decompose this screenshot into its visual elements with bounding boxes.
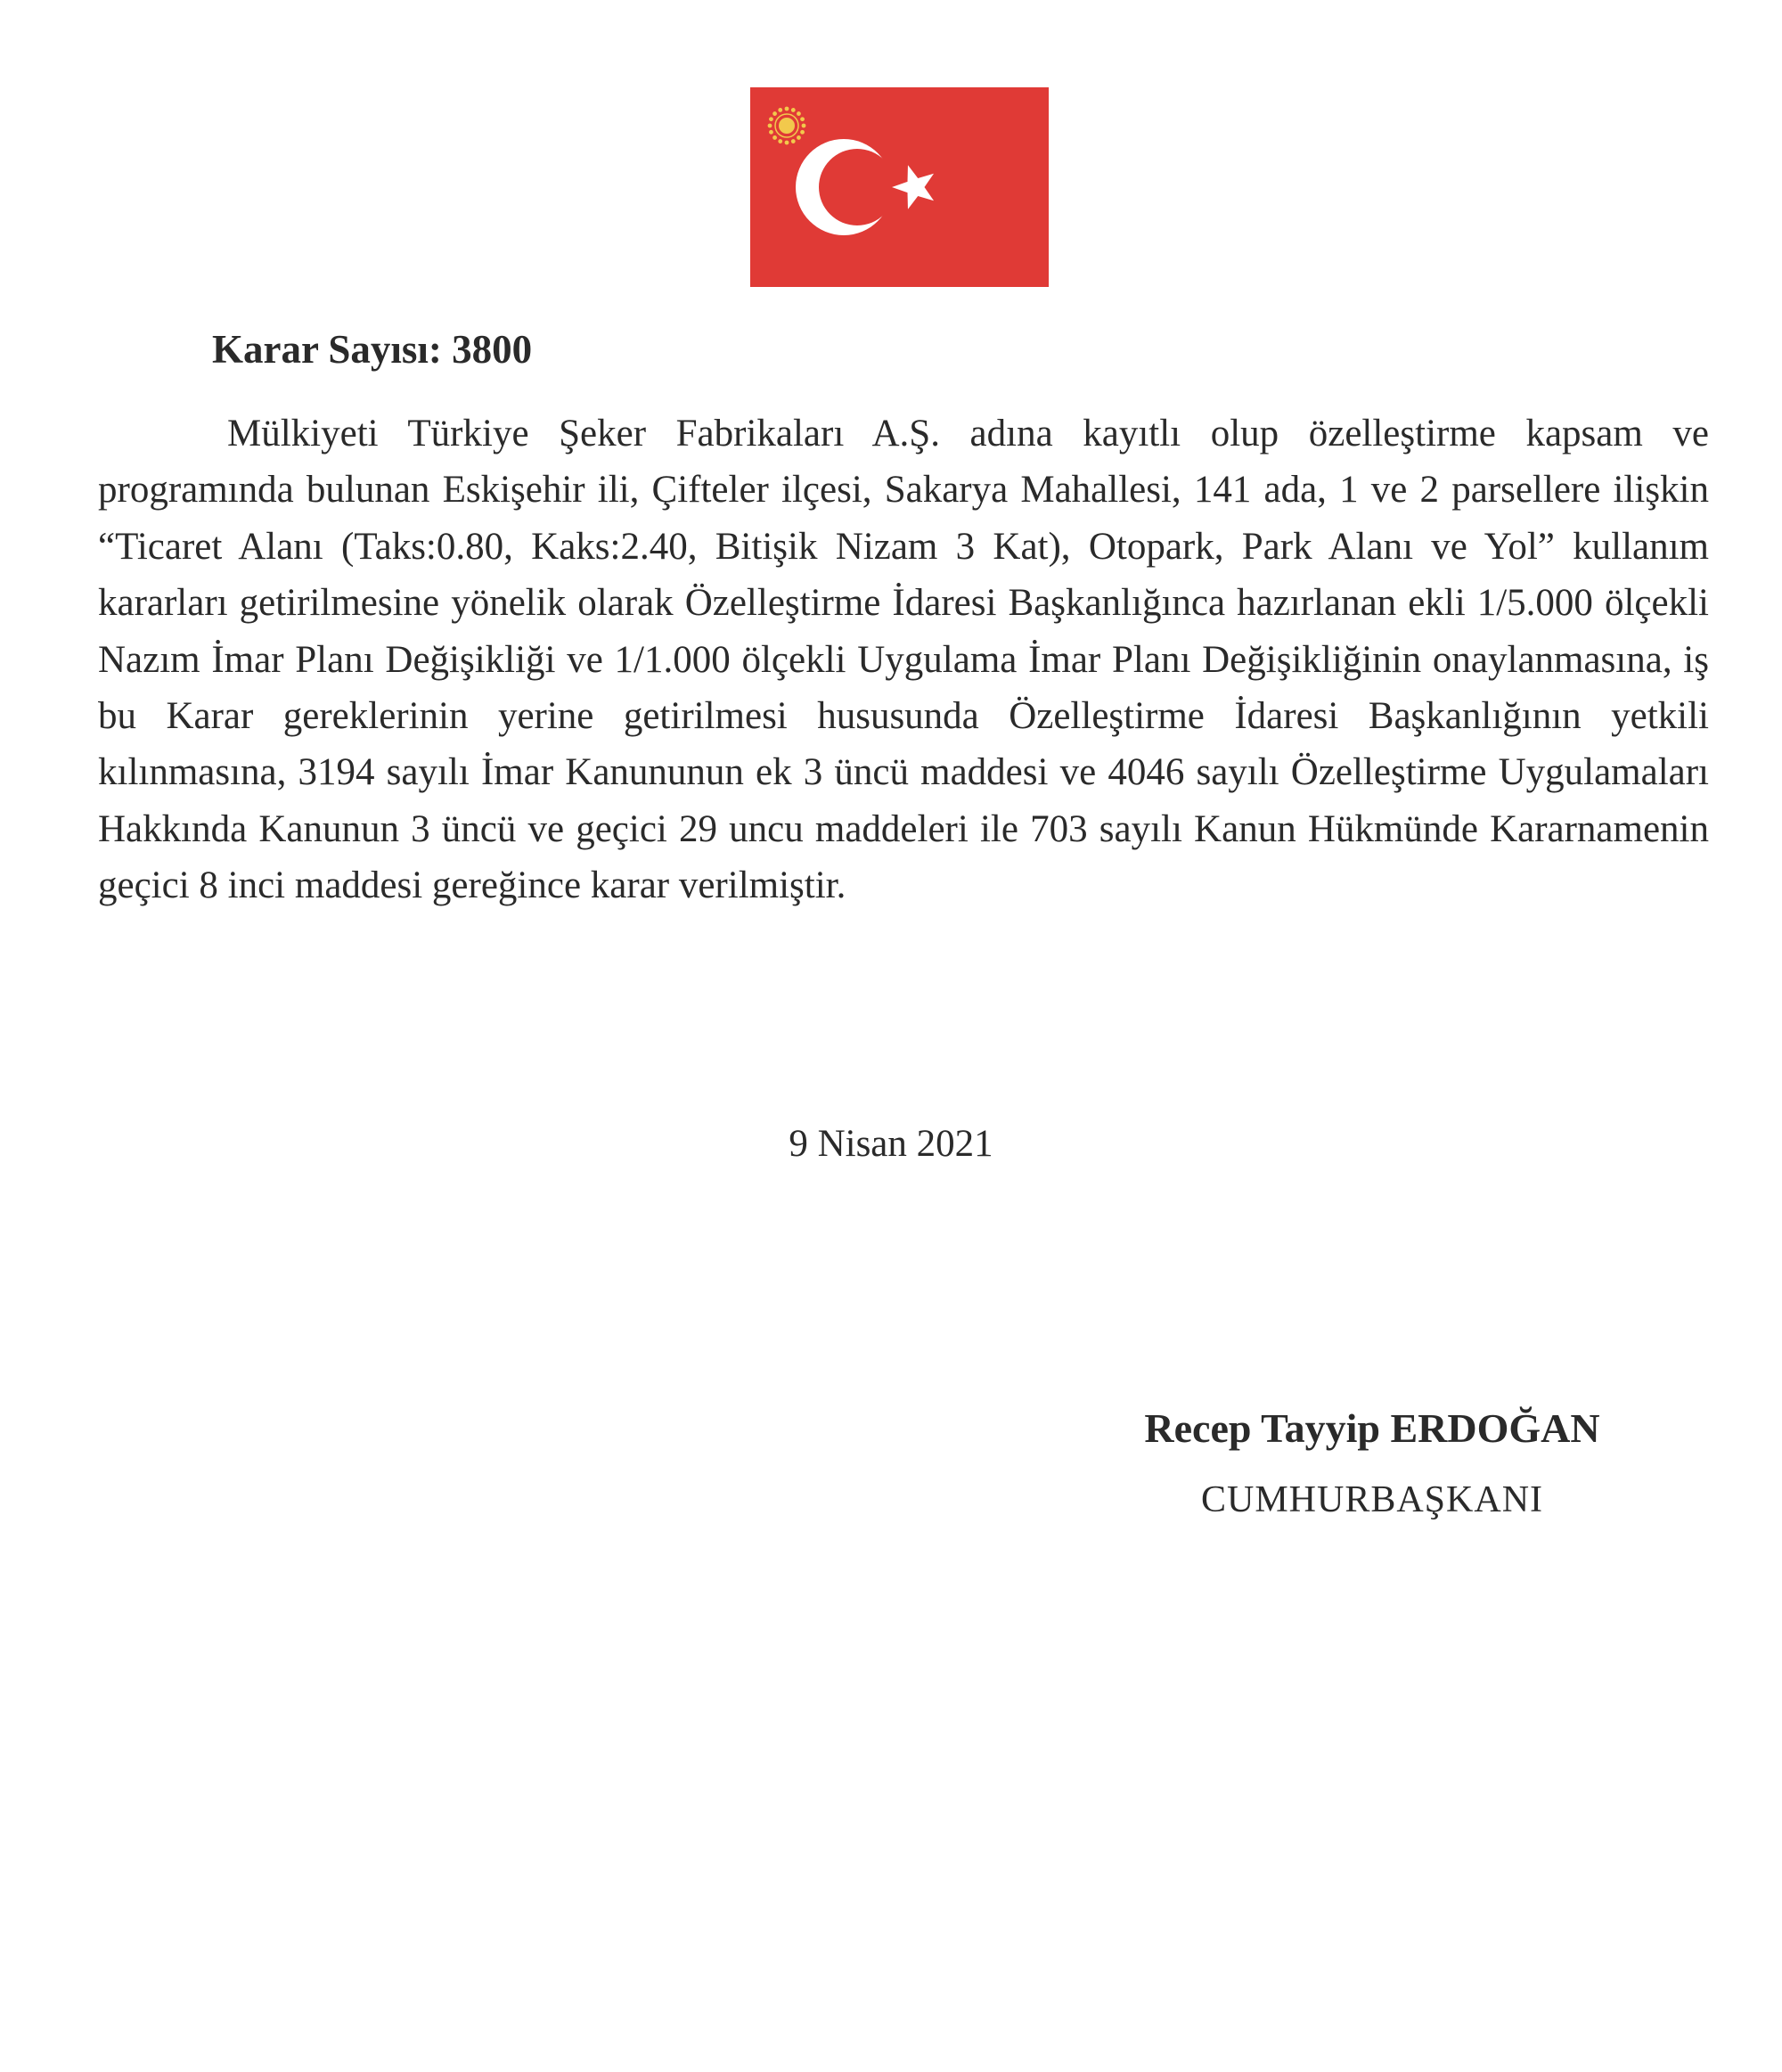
crescent-inner <box>819 149 895 225</box>
seal-star-dot <box>769 130 773 135</box>
turkish-flag-icon <box>750 87 1049 287</box>
seal-star-dot <box>797 111 801 116</box>
seal-star-dot <box>800 130 805 135</box>
seal-star-dot <box>778 108 782 112</box>
seal-star-dot <box>800 117 805 121</box>
seal-star-dot <box>785 107 789 111</box>
seal-star-dot <box>772 111 777 116</box>
seal-star-dot <box>778 139 782 143</box>
seal-star-dot <box>791 139 796 143</box>
seal-sun <box>779 118 795 134</box>
seal-star-dot <box>802 124 806 128</box>
signatory-name: Recep Tayyip ERDOĞAN <box>1144 1405 1600 1451</box>
signatory-title: CUMHURBAŞKANI <box>1200 1479 1544 1520</box>
seal-star-dot <box>785 141 789 145</box>
decision-date: 9 Nisan 2021 <box>789 1123 993 1165</box>
decision-body-text: Mülkiyeti Türkiye Şeker Fabrikaları A.Ş. adına kayıtlı olup özelleştirme kapsam ve programında bulunan Eskişehir ili, Çifteler ilçesi, Sakarya Mahallesi, 141 ada, 1 ve 2 parsellere ilişkin “Ticaret Alanı (Taks:0.80, Kaks:2.40, Bitişik Nizam 3 Kat), Otopark, Park Alanı ve Yol” kullanım kararları getirilmesine yönelik olarak Özelleştirme İdaresi Başkanlığınca hazırlanan ekli 1/5.000 ölçekli Nazım İmar Planı Değişikliği ve 1/1.000 ölçekli Uygulama İmar Planı Değişikliğinin onaylanmasına, iş bu Karar gereklerinin yerine getirilmesi hususunda Özelleştirme İdaresi Başkanlığının yetkili kılınmasına, 3194 sayılı İmar Kanununun ek 3 üncü maddesi ve 4046 sayılı Özelleştirme Uygulamaları Hakkında Kanunun 3 üncü ve geçici 29 uncu maddeleri ile 703 sayılı Kanun Hükmünde Kararnamenin geçici 8 inci maddesi gereğince karar verilmiştir. <box>98 413 1709 907</box>
seal-star-dot <box>772 135 777 140</box>
decision-number-heading: Karar Sayısı: 3800 <box>212 327 533 372</box>
seal-star-dot <box>797 135 801 140</box>
seal-star-dot <box>769 117 773 121</box>
seal-star-dot <box>768 124 772 128</box>
seal-star-dot <box>791 108 796 112</box>
